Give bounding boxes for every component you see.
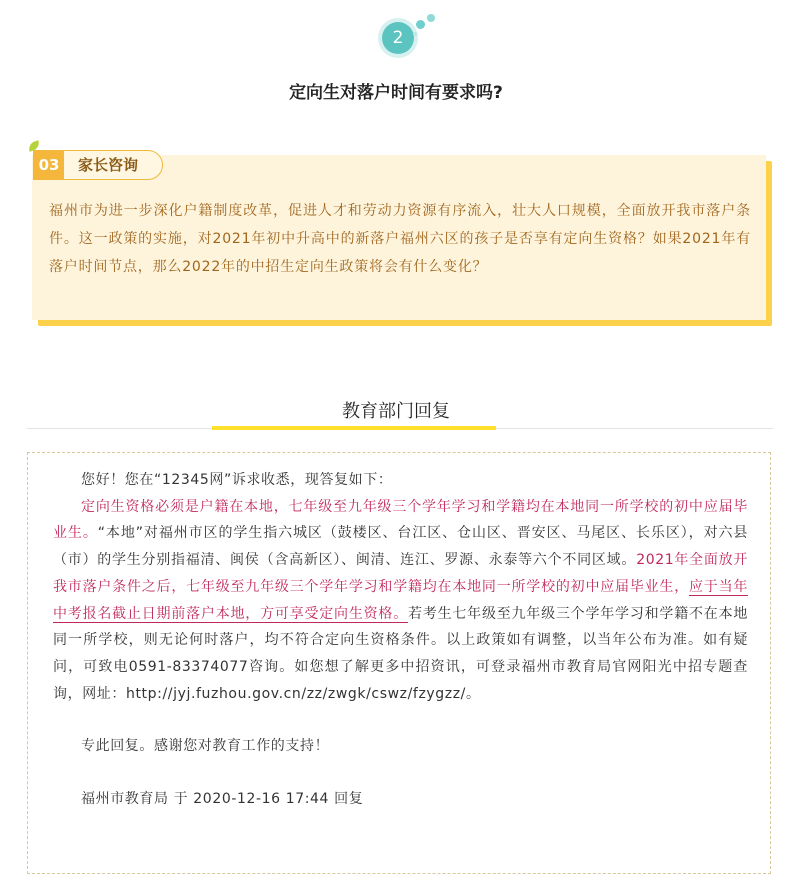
decor-dot bbox=[416, 20, 425, 29]
question-title: 定向生对落户时间有要求吗? bbox=[289, 83, 503, 103]
reply-text: “本地”对福州市区的学生指六城区（鼓楼区、台江区、仓山区、晋安区、马尾区、长乐区），对六县（市）的学生分别指福清、闽侯（含高新区）、闽清、连江、罗源、永泰等六个不同区域。 bbox=[53, 525, 748, 569]
reply-highlight: 2021年全面放开我市落户条件之后，七年级至九年级三个学年学习和学籍均在本地同一所学校的初中应届毕业生， bbox=[53, 552, 749, 595]
reply-signature: 福州市教育局 于 2020-12-16 17:44 回复 bbox=[81, 791, 364, 808]
consult-text: 福州市为进一步深化户籍制度改革，促进人才和劳动力资源有序流入，壮大人口规模，全面放开我市落户条件。这一政策的实施，对2021年初中升高中的新落户福州六区的孩子是否享有定向生资格？如果2021年有落户时间节点，那么2022年的中招生定向生政策将会有什么变化？ bbox=[49, 203, 751, 275]
section-number-badge bbox=[376, 12, 446, 68]
reply-closing: 专此回复。感谢您对教育工作的支持！ bbox=[81, 738, 330, 755]
badge-number: 2 bbox=[382, 22, 414, 54]
decor-dot bbox=[413, 32, 417, 36]
consult-tag bbox=[33, 150, 163, 180]
reply-highlight: 定向生资格必须是户籍在本地，七年级至九年级三个学年学习和学籍均在本地同一所学校的初中应届毕业生。 bbox=[53, 498, 748, 542]
heading-underline bbox=[212, 426, 496, 430]
reply-heading: 教育部门回复 bbox=[342, 401, 450, 422]
reply-text: 若考生七年级至九年级三个学年学习和学籍不在本地同一所学校，则无论何时落户，均不符合定向生资格条件。以上政策如有调整，以当年公布为准。如有疑问，可致电0591-83374077咨询。如您想了解更多中招资讯，可登录福州市教育局官网阳光中招专题查询，网址：http://jyj.fuzhou.gov.cn/zz/zwgk/cswz/fzygzz/。 bbox=[53, 605, 748, 702]
decor-dot bbox=[427, 14, 435, 22]
reply-paragraph bbox=[53, 494, 748, 708]
tag-label: 家长咨询 bbox=[78, 156, 139, 174]
reply-highlight-underlined: 应于当年中考报名截止日期前落户本地，方可享受定向生资格。 bbox=[53, 578, 748, 622]
tag-number: 03 bbox=[34, 151, 64, 179]
reply-greeting: 您好！您在“12345网”诉求收悉，现答复如下： bbox=[81, 472, 393, 488]
reply-content bbox=[53, 467, 748, 813]
